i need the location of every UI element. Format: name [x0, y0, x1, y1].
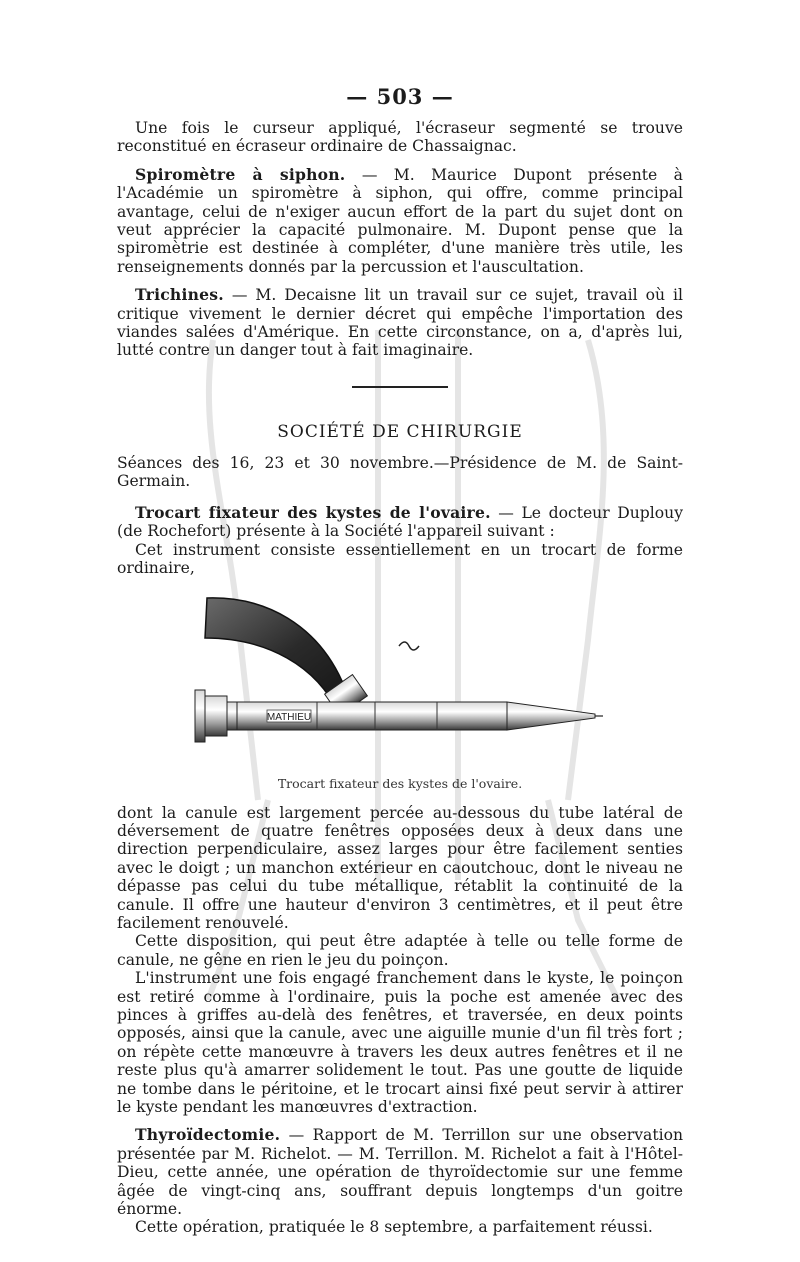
trocart-paragraph-2: Cet instrument consiste essentiellement en un trocart de forme ordinaire, [117, 540, 683, 578]
spirometre-text: — M. Maurice Dupont présente à l'Académie un spiromètre à siphon, qui offre, comme principal avantage, celui de n'exiger aucun effort de la part du sujet dont on veut apprécier la capacité pulmonaire. M. Dupont pense que la spiromètrie est destinée à compléter, d'une manière très utile, les renseignements donnés par la percussion et l'auscultation. [117, 165, 683, 276]
thyroidectomie-paragraph-2: Cette opération, pratiquée le 8 septembre, a parfaitement réussi. [135, 1218, 653, 1237]
trocart-paragraph [117, 504, 683, 541]
section-divider [352, 386, 448, 388]
trocart-heading: Trocart fixateur des kystes de l'ovaire. [135, 502, 491, 522]
trichines-paragraph [117, 286, 683, 360]
spirometre-paragraph [117, 166, 683, 276]
session-dates: Séances des 16, 23 et 30 novembre.—Présidence de M. de Saint-Germain. [117, 453, 683, 490]
intro-paragraph: Une fois le curseur appliqué, l'écraseur segmenté se trouve reconstitué en écraseur ordinaire de Chassaignac. [117, 119, 683, 156]
trocar-drawing [117, 586, 683, 786]
thyroidectomie-heading: Thyroïdectomie. [135, 1125, 281, 1145]
page-number: — 503 — [346, 84, 454, 109]
description-paragraph-1: dont la canule est largement percée au-dessous du tube latéral de déversement de quatre fenêtres opposées deux à deux dans une direction perpendiculaire, assez larges pour être facilement senties avec le doigt ; un manchon extérieur en caoutchouc, dont le niveau ne dépasse pas celui du tube métallique, rétablit la continuité de la canule. Il offre une hauteur d'environ 3 centimètres, et il peut être facilement renouvelé. [117, 803, 683, 932]
trocart-text: — Le docteur Duplouy (de Rochefort) présente à la Société l'appareil suivant : [117, 503, 683, 541]
handle-cap [195, 690, 205, 742]
trocar-illustration [117, 586, 683, 798]
page-content [117, 84, 683, 1237]
thyroidectomie-text: — Rapport de M. Terrillon sur une observation présentée par M. Richelot. — M. Terrillon. M. Richelot a fait à l'Hôtel-Dieu, cette année, une opération de thyroïdectomie sur une femme âgée de vingt-cinq ans, souffrant depuis longtemps d'un goitre énorme. [117, 1126, 683, 1219]
maker-label: MATHIEU [266, 711, 312, 723]
spirometre-heading: Spiromètre à siphon. [135, 164, 346, 184]
description-paragraph-3: L'instrument une fois engagé franchement dans le kyste, le poinçon est retiré comme à l'ordinaire, puis la poche est amenée avec des pinces à griffes au-delà des fenêtres, et traversée, en deux points opposés, ainsi que la canule, avec une aiguille munie d'un fil très fort ; on répète cette manœuvre à travers les deux autres fenêtres et il ne reste plus qu'à amarrer solidement le tout. Pas une goutte de liquide ne tombe dans le péritoine, et le trocart ainsi fixé peut servir à attirer le kyste pendant les manœuvres d'extraction. [117, 969, 683, 1116]
section-title: SOCIÉTÉ DE CHIRURGIE [277, 421, 523, 442]
description-paragraph-2: Cette disposition, qui peut être adaptée à telle ou telle forme de canule, ne gêne en rien le jeu du poinçon. [117, 932, 683, 969]
trichines-text: — M. Decaisne lit un travail sur ce sujet, travail où il critique vivement le dernier décret qui empêche l'importation des viandes salées d'Amérique. En cette circonstance, on a, d'après lui, lutté contre un danger tout à fait imaginaire. [117, 286, 683, 360]
figure-caption: Trocart fixateur des kystes de l'ovaire. [277, 775, 523, 791]
scale-mark [399, 642, 419, 650]
thyroidectomie-paragraph [117, 1126, 683, 1218]
handle-neck [227, 702, 237, 730]
trocar-point [507, 702, 595, 730]
handle-grip [205, 696, 227, 736]
trichines-heading: Trichines. [135, 285, 224, 305]
